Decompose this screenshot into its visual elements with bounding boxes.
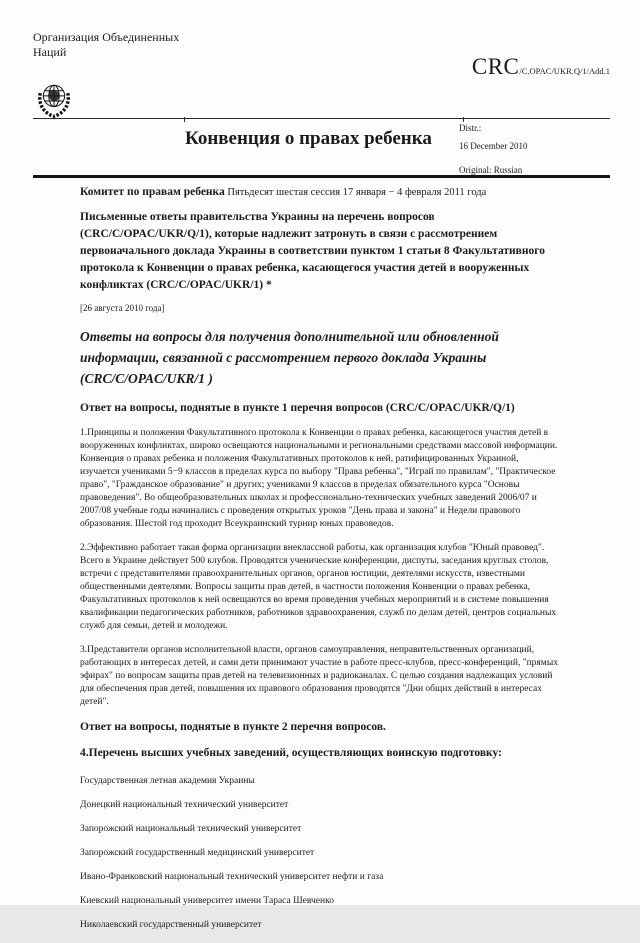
distribution-block <box>433 120 610 176</box>
paragraph-1: 1.Принципы и положения Факультативного протокола к Конвенции о правах ребенка, касающегося участия детей в вооруженных конфликтах, широко освещаются национальными и региональными средствами массовой информации. Конвенция о правах ребенка и положения Факультативных протоколов к ней, ратифицированных Украиной, изучается учениками 5−9 классов в пределах курса по выбору "Права ребенка", "Играй по правилам", "Практическое право", "Гражданское образование" и других; учениками 9 классов в пределах обязательного курса "Основы правоведения". Во общеобразовательных школах и профессионально-технических учебных заведений 2006/07 и 2007/08 учебные годы начинались с проведения открытых уроков "День права и закона" и Недели правового образования. Шестой год проходит Всеукраинский турнир юных правоведов. <box>80 428 558 529</box>
session-name: Пятьдесят шестая сессия <box>227 187 341 198</box>
un-org-name: Организация Объединенных Наций <box>33 30 180 59</box>
doc-symbol-prefix: CRC <box>471 54 520 79</box>
subtitle-heading: Ответы на вопросы для получения дополнительной или обновленной информации, связанной с рассмотрением первого доклада Украины (CRC/C/OPAC/UKR/1 ) <box>80 329 499 386</box>
university-item: Запорожский государственный медицинский университет <box>80 848 315 858</box>
university-item: Ивано-Франковский национальный технический университет нефти и газа <box>80 872 384 882</box>
distr-label: Distr.: <box>459 123 482 133</box>
committee-name: Комитет по правам ребенка <box>80 186 225 198</box>
header-divider-thick <box>33 175 610 178</box>
masthead <box>33 120 610 176</box>
item-4-heading: 4.Перечень высших учебных заведений, осуществляющих воинскую подготовку: <box>80 747 502 759</box>
university-item: Запорожский национальный технический университет <box>80 824 302 834</box>
paragraph-2: 2.Эффективно работает такая форма организации внеклассной работы, как организация клубов "Юный правовед". Всего в Украине действует 500 клубов. Проводятся ученические конференции, диспуты, заседания круглых столов, встречи с представителями правоохранительных органов, органов юстиции, деятелями искусств, известными общественными деятелями. Вопросы защиты прав детей, в частности положения Конвенции о правах ребенка, Факультативных протоколов к ней освещаются во время проведения учебных мероприятий и в системе повышения квалификации педагогических работников, работников здравоохранения, служб по делам детей, центров социальных служб для семьи, детей и молодежи. <box>80 543 557 631</box>
university-item: Государственная летная академия Украины <box>80 776 255 786</box>
session-line <box>80 186 558 198</box>
answer-1-heading: Ответ на вопросы, поднятые в пункте 1 перечня вопросов (CRC/C/OPAC/UKR/Q/1) <box>80 402 515 414</box>
doc-symbol-suffix: /C.OPAC/UKR.Q/1/Add.1 <box>519 66 610 76</box>
paragraph-3: 3.Представители органов исполнительной власти, органов самоуправления, неправительственных организаций, работающих в интересах детей, и сами дети принимают участие в работе пресс-клубов, пресс-конференций, "прямых эфирах" по вопросам защиты прав детей на телевизионных и радиоканалах. С целью создания надлежащих условий для обеспечения прав детей, повышения их правового образования проводятся "Дни общих действий в интересах детей". <box>80 645 558 707</box>
document-body <box>80 186 558 943</box>
answer-2-heading: Ответ на вопросы, поднятые в пункте 2 перечня вопросов. <box>80 721 386 733</box>
university-item: Киевский национальный университет имени Тараса Шевченко <box>80 896 334 906</box>
university-item: Николаевский государственный университет <box>80 920 262 930</box>
doc-symbol <box>472 54 610 80</box>
header-divider-thin <box>33 118 610 119</box>
page-title: Конвенция о правах ребенка <box>185 128 432 149</box>
session-dates: 17 января − 4 февраля 2011 года <box>342 187 487 198</box>
distr-date: 16 December 2010 <box>459 141 528 151</box>
main-heading: Письменные ответы правительства Украины на перечень вопросов (CRC/C/OPAC/UKR/Q/1), которые надлежит затронуть в связи с рассмотрением первоначального доклада Украины в соответствии пунктом 1 статьи 8 Факультативного протокола к Конвенции о правах ребенка, касающегося участия детей в вооруженных конфликтах (CRC/C/OPAC/UKR/1) * <box>80 211 545 291</box>
university-item: Донецкий национальный технический университет <box>80 800 289 810</box>
original-language: Original: Russian <box>459 165 523 175</box>
received-date: [26 августа 2010 года] <box>80 303 165 313</box>
